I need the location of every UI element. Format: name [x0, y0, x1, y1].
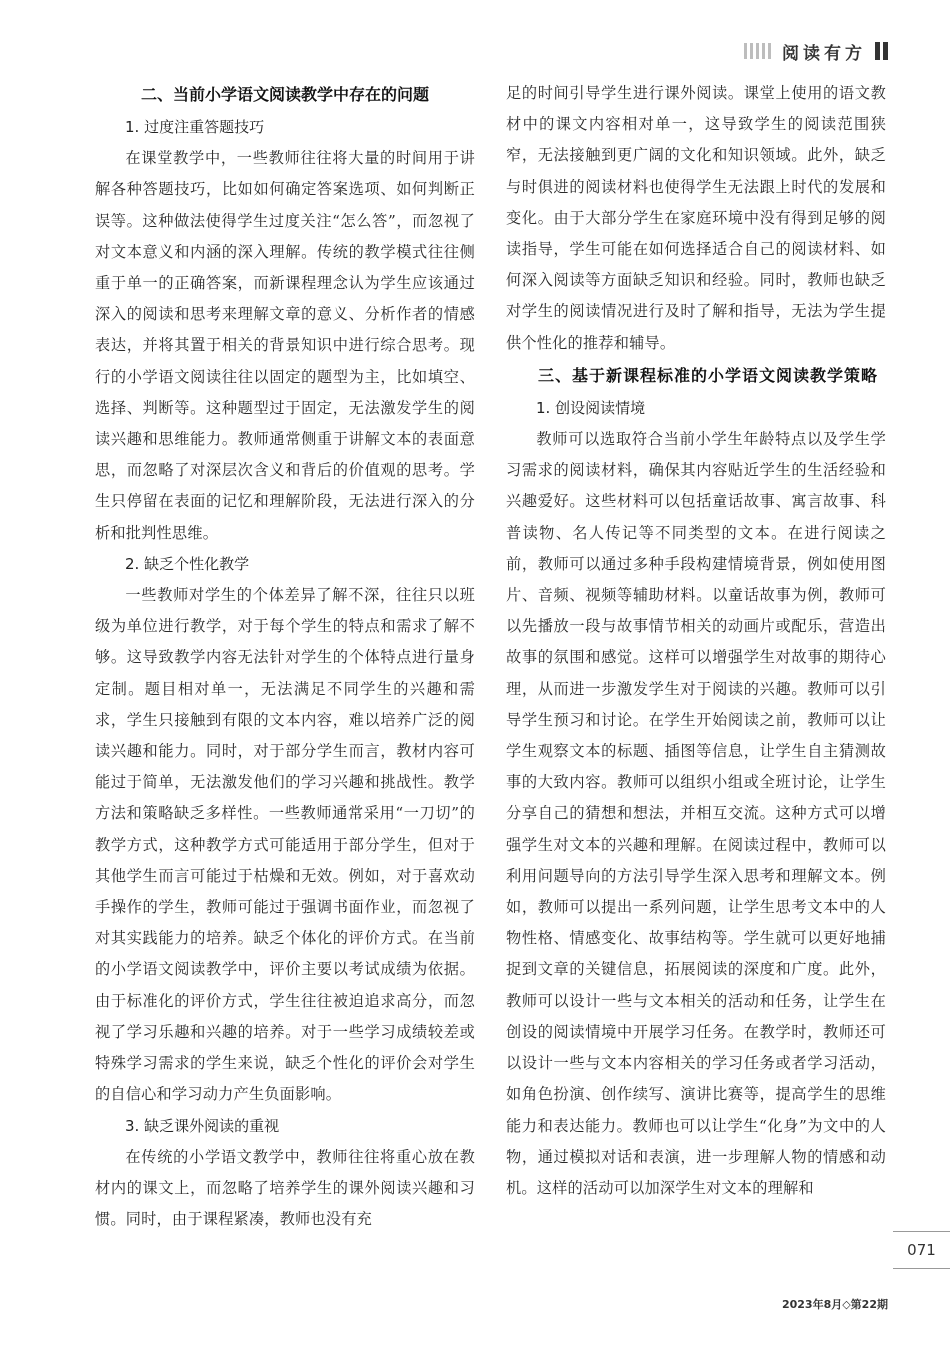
left-column — [95, 78, 475, 1235]
subheading-2-1: 1. 过度注重答题技巧 — [125, 118, 265, 136]
paragraph: 一些教师对学生的个体差异了解不深，往往只以班级为单位进行教学，对于每个学生的特点和需求了解不够。这导致教学内容无法针对学生的个体特点进行量身定制。题目相对单一，无法满足不同学生的兴趣和需求，学生只接触到有限的文本内容，难以培养广泛的阅读兴趣和能力。同时，对于部分学生而言，教材内容可能过于简单，无法激发他们的学习兴趣和挑战性。教学方法和策略缺乏多样性。一些教师通常采用“一刀切”的教学方式，这种教学方式可能适用于部分学生，但对于其他学生而言可能过于枯燥和无效。例如，对于喜欢动手操作的学生，教师可能过于强调书面作业，而忽视了对其实践能力的培养。缺乏个体化的评价方式。在当前的小学语文阅读教学中，评价主要以考试成绩为依据。由于标准化的评价方式，学生往往被迫追求高分，而忽视了学习乐趣和兴趣的培养。对于一些学习成绩较差或特殊学习需求的学生来说，缺乏个性化的评价会对学生的自信心和学习动力产生负面影响。 — [95, 586, 475, 1104]
subheading-2-3: 3. 缺乏课外阅读的重视 — [125, 1116, 280, 1135]
right-column — [506, 78, 886, 1204]
paragraph: 在传统的小学语文教学中，教师往往将重心放在教材内的课文上，而忽略了培养学生的课外阅读兴趣和习惯。同时，由于课程紧凑，教师也没有充 — [95, 1147, 475, 1229]
page-number: 071 — [893, 1231, 950, 1269]
section-name: 阅读有方 — [782, 43, 866, 64]
section-heading-3: 三、基于新课程标准的小学语文阅读教学策略 — [538, 365, 879, 385]
header-decoration-bars — [744, 43, 774, 59]
running-header — [744, 40, 888, 62]
section-heading-2: 二、当前小学语文阅读教学中存在的问题 — [140, 85, 429, 104]
subheading-3-1: 1. 创设阅读情境 — [536, 398, 646, 417]
subheading-2-2: 2. 缺乏个性化教学 — [125, 554, 250, 573]
issue-info: 2023年8月◇第22期 — [781, 1298, 888, 1311]
header-end-bars — [872, 42, 888, 60]
paragraph: 教师可以选取符合当前小学生年龄特点以及学生学习需求的阅读材料，确保其内容贴近学生的生活经验和兴趣爱好。这些材料可以包括童话故事、寓言故事、科普读物、名人传记等不同类型的文本。在进行阅读之前，教师可以通过多种手段构建情境背景，例如使用图片、音频、视频等辅助材料。以童话故事为例，教师可以先播放一段与故事情节相关的动画片或配乐，营造出故事的氛围和感觉。这样可以增强学生对故事的期待心理，从而进一步激发学生对于阅读的兴趣。教师可以引导学生预习和讨论。在学生开始阅读之前，教师可以让学生观察文本的标题、插图等信息，让学生自主猜测故事的大致内容。教师可以组织小组或全班讨论，让学生分享自己的猜想和想法，并相互交流。这种方式可以增强学生对文本的兴趣和理解。在阅读过程中，教师可以利用问题导向的方法引导学生深入思考和理解文本。例如，教师可以提出一系列问题，让学生思考文本中的人物性格、情感变化、故事结构等。学生就可以更好地捕捉到文章的关键信息，拓展阅读的深度和广度。此外，教师可以设计一些与文本相关的活动和任务，让学生在创设的阅读情境中开展学习任务。在教学时，教师还可以设计一些与文本内容相关的学习任务或者学习活动，如角色扮演、创作续写、演讲比赛等，提高学生的思维能力和表达能力。教师也可以让学生“化身”为文中的人物，通过模拟对话和表演，进一步理解人物的情感和动机。这样的活动可以加深学生对文本的理解和 — [506, 430, 886, 1197]
paragraph: 在课堂教学中，一些教师往往将大量的时间用于讲解各种答题技巧，比如如何确定答案选项、如何判断正误等。这种做法使得学生过度关注“怎么答”，而忽视了对文本意义和内涵的深入理解。传统的教学模式往往侧重于单一的正确答案，而新课程理念认为学生应该通过深入的阅读和思考来理解文章的意义、分析作者的情感表达，并将其置于相关的背景知识中进行综合思考。现行的小学语文阅读往往以固定的题型为主，比如填空、选择、判断等。这种题型过于固定，无法激发学生的阅读兴趣和思维能力。教师通常侧重于讲解文本的表面意思，而忽略了对深层次含义和背后的价值观的思考。学生只停留在表面的记忆和理解阶段，无法进行深入的分析和批判性思维。 — [95, 149, 475, 542]
continued-paragraph: 足的时间引导学生进行课外阅读。课堂上使用的语文教材中的课文内容相对单一，这导致学生的阅读范围狭窄，无法接触到更广阔的文化和知识领域。此外，缺乏与时俱进的阅读材料也使得学生无法跟上时代的发展和变化。由于大部分学生在家庭环境中没有得到足够的阅读指导，学生可能在如何选择适合自己的阅读材料、如何深入阅读等方面缺乏知识和经验。同时，教师也缺乏对学生的阅读情况进行及时了解和指导，无法为学生提供个性化的推荐和辅导。 — [506, 84, 886, 352]
